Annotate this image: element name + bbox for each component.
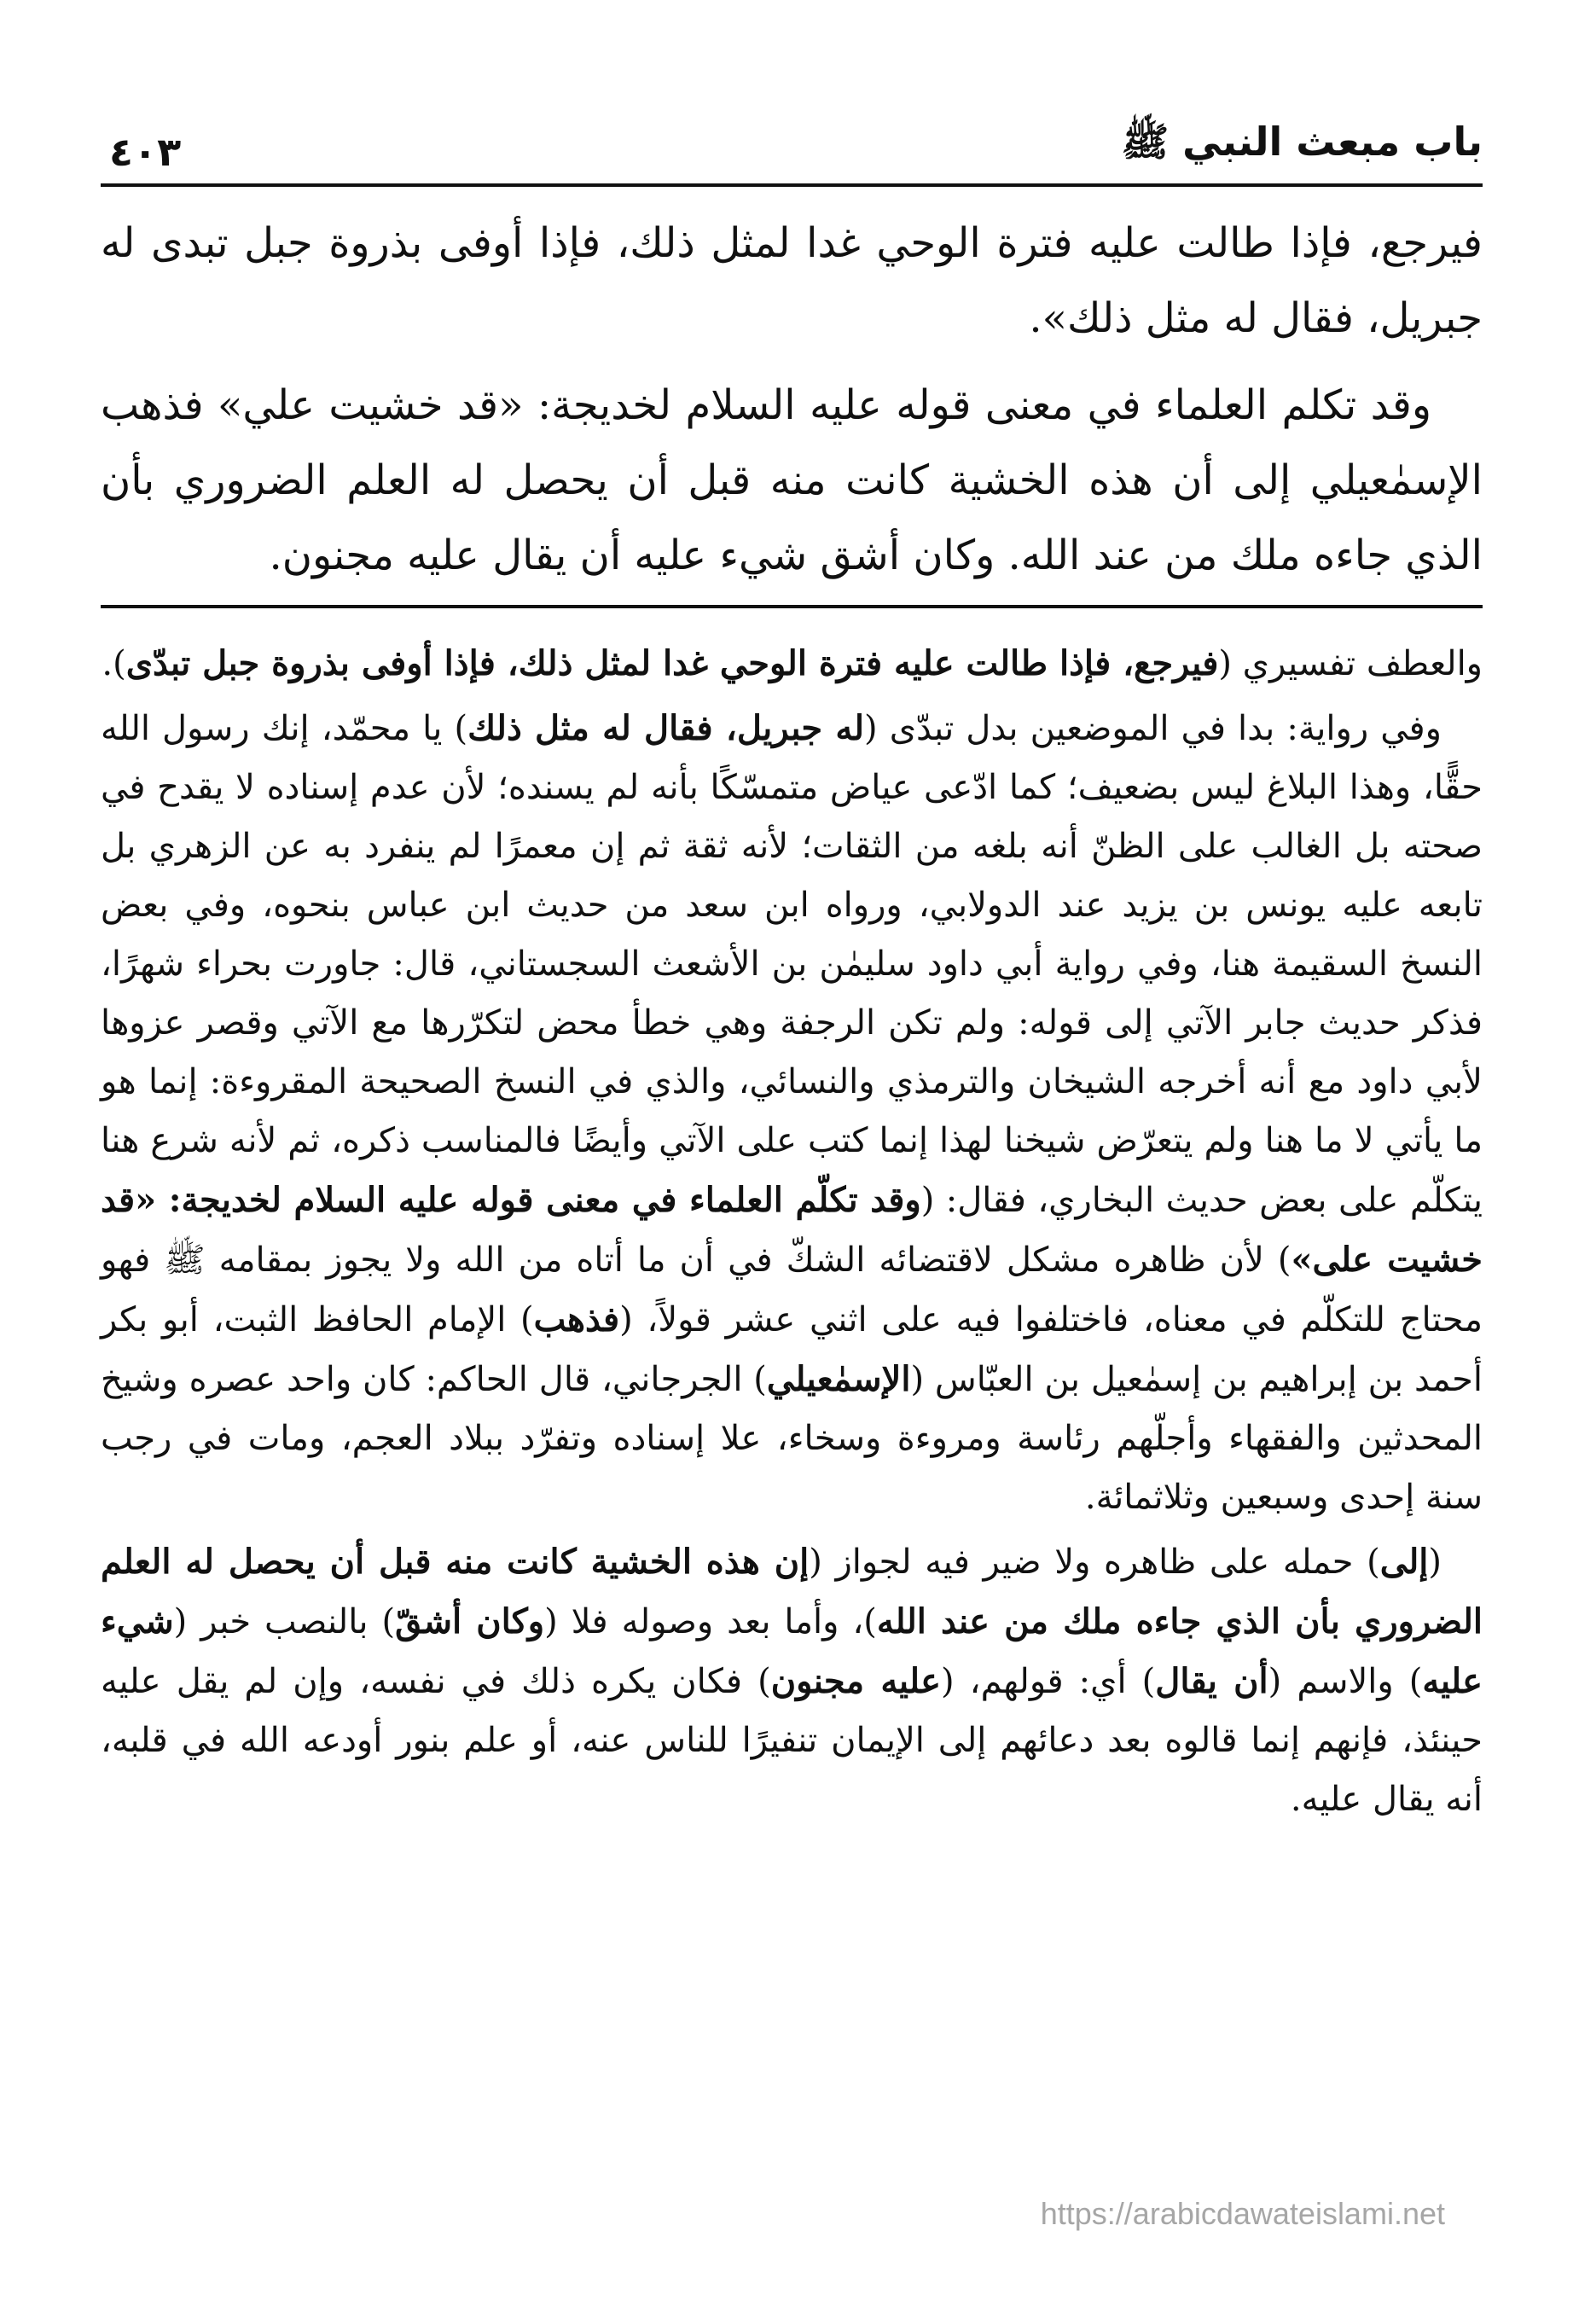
commentary-text-run: ) فكان يكره ذلك في نفسه، وإن لم يقل عليه حينئذ، فإنهم إنما قالوه بعد دعائهم إلى الإيمان تنفيرًا للناس عنه، أو علم بنور أودعه الله في قلبه، أنه يقال عليه.	[101, 1662, 1483, 1819]
matn-paragraph-2: وقد تكلم العلماء في معنى قوله عليه السلام لخديجة: «قد خشيت علي» فذهب الإسمٰعيلي إلى أن هذه الخشية كانت منه قبل أن يحصل له العلم الضروري بأن الذي جاءه ملك من عند الله. وكان أشق شيء عليه أن يقال عليه مجنون.	[101, 381, 1483, 579]
commentary-text-run: ) لأن ظاهره مشكل لاقتضائه الشكّ في أن ما أتاه من الله ولا يجوز بمقامه ﷺ فهو محتاج للتكلّم في معناه، فاختلفوا فيه على اثني عشر قولاً، (	[101, 1240, 1483, 1339]
commentary-text-run: ) بالنصب خبر (	[173, 1602, 396, 1641]
quoted-text-bold: وقد تكلّم العلماء في معنى قوله عليه السلام لخديجة: «قد خشيت على»	[101, 1180, 1483, 1280]
page-header	[101, 94, 1483, 175]
quoted-text-bold: فذهب	[533, 1299, 620, 1339]
quoted-text-bold: له جبريل، فقال له مثل ذلك	[467, 708, 865, 748]
header-rule	[101, 183, 1483, 187]
book-page	[101, 94, 1483, 1834]
quoted-text-bold: أن يقال	[1155, 1661, 1268, 1701]
matn-text	[101, 206, 1483, 593]
page-number: ٤٠٣	[109, 129, 182, 175]
matn-paragraph-1: فيرجع، فإذا طالت عليه فترة الوحي غدا لمثل ذلك، فإذا أوفى بذروة جبل تبدى له جبريل، فقال له مثل ذلك».	[101, 219, 1483, 342]
commentary-text-run: ) الجرجاني، قال الحاكم: كان واحد عصره وشيخ المحدثين والفقهاء وأجلّهم رئاسة ومروءة وسخاء، علا إسناده وتفرّد ببلاد العجم، ومات في رجب سنة إحدى وسبعين وثلاثمائة.	[101, 1360, 1483, 1517]
commentary-text-run: والعطف تفسيري (	[1218, 644, 1483, 683]
section-divider	[101, 605, 1483, 608]
quoted-text-bold: إلى	[1379, 1542, 1429, 1582]
commentary-text-run: ) الإمام الحافظ الثبت، أبو بكر أحمد بن إبراهيم بن إسمٰعيل بن العبّاس (	[101, 1300, 1483, 1399]
commentary-text-run: )، وأما بعد وصوله فلا (	[544, 1602, 877, 1641]
quoted-text-bold: عليه مجنون	[770, 1661, 941, 1701]
commentary-text	[101, 634, 1483, 1829]
commentary-text-run: ).	[102, 644, 126, 683]
running-title: باب مبعث النبي ﷺ	[1121, 119, 1483, 165]
watermark-url: https://arabicdawateislami.net	[1040, 2196, 1445, 2231]
quoted-text-bold: فيرجع، فإذا طالت عليه فترة الوحي غدا لمثل ذلك، فإذا أوفى بذروة جبل تبدّى	[125, 643, 1219, 683]
commentary-paragraph-1	[101, 634, 1483, 694]
quoted-text-bold: وكان أشقّ	[395, 1601, 545, 1641]
quoted-text-bold: شيء عليه	[101, 1601, 1483, 1701]
commentary-paragraph-2	[101, 699, 1483, 1527]
commentary-text-run: (	[1428, 1543, 1442, 1582]
quoted-text-bold: الإسمٰعيلي	[766, 1359, 911, 1399]
commentary-text-run: ) أي: قولهم، (	[941, 1662, 1156, 1701]
commentary-paragraph-3	[101, 1532, 1483, 1829]
commentary-text-run: ) حمله على ظاهره ولا ضير فيه لجواز (	[809, 1543, 1380, 1582]
quoted-text-bold: إن هذه الخشية كانت منه قبل أن يحصل له العلم الضروري بأن الذي جاءه ملك من عند الله	[101, 1542, 1483, 1641]
commentary-text-run: وفي رواية: بدا في الموضعين بدل تبدّى (	[864, 709, 1442, 748]
commentary-text-run: ) والاسم (	[1268, 1662, 1423, 1701]
commentary-text-run: ) يا محمّد، إنك رسول الله حقًّا، وهذا البلاغ ليس بضعيف؛ كما ادّعى عياض متمسّكًا بأنه لم يسنده؛ لأن عدم إسناده لا يقدح في صحته بل الغالب على الظنّ أنه بلغه من الثقات؛ لأنه ثقة ثم إن معمرًا لم ينفرد به عن الزهري بل تابعه عليه يونس بن يزيد عند الدولابي، ورواه ابن سعد من حديث ابن عباس بنحوه، وفي بعض النسخ السقيمة هنا، وفي رواية أبي داود سليمٰن بن الأشعث السجستاني، قال: جاورت بحراء شهرًا، فذكر حديث جابر الآتي إلى قوله: ولم تكن الرجفة وهي خطأ محض لتكرّرها مع الآتي وقصر عزوها لأبي داود مع أنه أخرجه الشيخان والترمذي والنسائي، والذي في النسخ الصحيحة المقروءة: إنما هو ما يأتي لا ما هنا ولم يتعرّض شيخنا لهذا إنما كتب على الآتي وأيضًا فالمناسب ذكره، ثم لأنه شرع هنا يتكلّم على بعض حديث البخاري، فقال: (	[101, 709, 1483, 1220]
